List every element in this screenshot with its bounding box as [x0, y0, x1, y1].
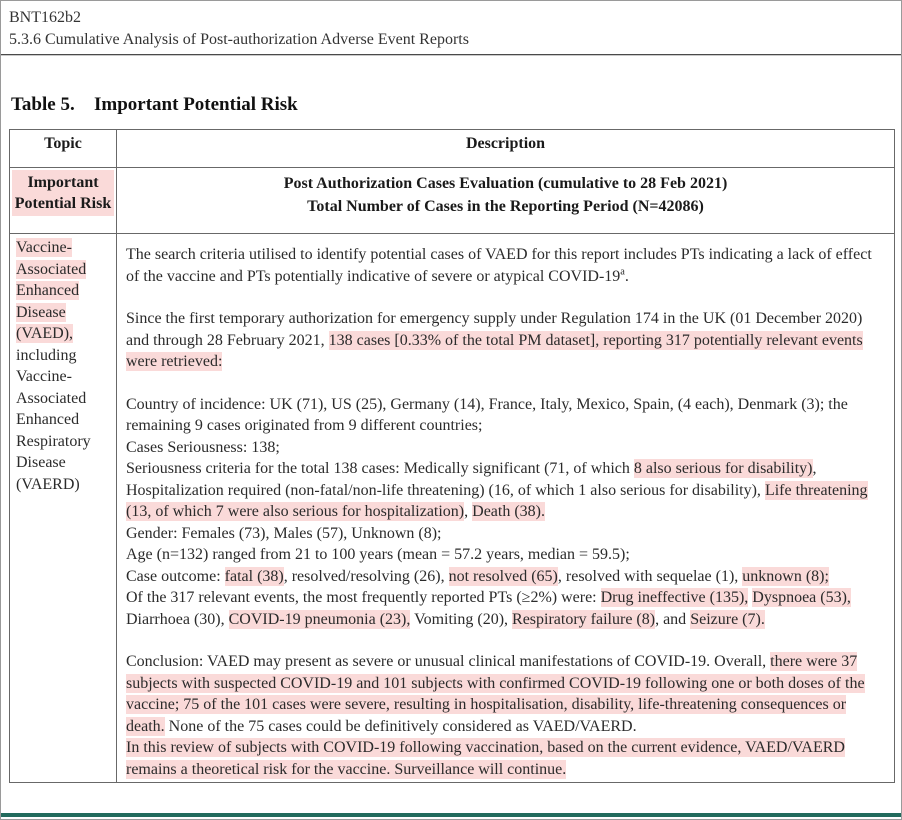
description-paragraph — [126, 544, 886, 566]
important-potential-risk-table — [9, 129, 895, 783]
highlighted-text: there were 37 subjects with suspected COVID-19 and 101 subjects with confirmed COVID-19 following one or both doses of the vaccine; 75 of the 101 cases were severe, resulting in hospitalisation, disability, life-threatening consequences or death. — [126, 653, 865, 735]
text-run: The search criteria utilised to identify potential cases of VAED for this report includes PTs indicating a lack of effect of the vaccine and PTs potentially indicative of severe or atypical COVID-19 — [126, 246, 872, 285]
summary-description-cell — [117, 168, 895, 234]
text-run: None of the 75 cases could be definitively considered as VAED/VAERD. — [164, 717, 637, 735]
highlighted-text: Dyspnoea (53), — [752, 589, 851, 606]
header-divider-rule — [1, 54, 901, 56]
highlighted-text: In this review of subjects with COVID-19 following vaccination, based on the current evidence, VAED/VAERD remains a theoretical risk for the vaccine. Surveillance will continue. — [126, 739, 845, 778]
description-paragraph — [126, 394, 886, 437]
text-run: Country of incidence: UK (71), US (25), Germany (14), France, Italy, Mexico, Spain, (4 each), Denmark (3); the remaining 9 cases originated from 9 different countries; — [126, 395, 848, 434]
column-header-topic: Topic — [10, 130, 117, 168]
summary-description-line2: Total Number of Cases in the Reporting Period (N=42086) — [307, 198, 704, 215]
summary-row — [10, 168, 895, 234]
table-caption — [11, 94, 901, 116]
text-run: Of the 317 relevant events, the most frequently reported PTs (≥2%) were: — [126, 589, 601, 606]
description-paragraph — [126, 523, 886, 545]
highlighted-text: COVID-19 pneumonia (23), — [228, 610, 411, 628]
document-header — [1, 1, 901, 51]
text-run: . — [624, 267, 629, 285]
summary-description-line1: Post Authorization Cases Evaluation (cumulative to 28 Feb 2021) — [283, 175, 728, 192]
description-paragraph — [126, 651, 886, 737]
header-section-title: 5.3.6 Cumulative Analysis of Post-authorization Adverse Event Reports — [9, 31, 469, 48]
text-run: Seriousness criteria for the total 138 cases: Medically significant (71, of which — [126, 460, 634, 477]
text-run: Vomiting (20), — [410, 610, 513, 628]
text-run: Conclusion: VAED may present as severe or unusual clinical manifestations of COVID-19. Overall, — [126, 653, 771, 670]
highlighted-text: 8 also serious for disability) — [633, 460, 813, 477]
description-paragraph — [126, 737, 886, 780]
text-run: , and — [655, 610, 691, 628]
detail-row — [10, 234, 895, 783]
table-caption-text: Important Potential Risk — [94, 94, 298, 115]
text-run: Diarrhoea (30), — [126, 610, 229, 628]
detail-topic-text — [10, 234, 116, 499]
description-paragraph — [126, 437, 886, 459]
column-header-description: Description — [117, 130, 895, 168]
highlighted-text: not resolved (65) — [448, 567, 558, 585]
text-run: including Vaccine-Associated Enhanced Respiratory Disease (VAERD) — [16, 346, 91, 493]
description-paragraph — [126, 244, 886, 287]
text-run: , resolved/resolving (26), — [283, 567, 449, 585]
highlighted-text: Vaccine-Associated Enhanced Disease (VAED), — [16, 239, 87, 342]
highlighted-text: Death (38). — [472, 503, 545, 520]
description-paragraph — [126, 566, 886, 588]
summary-topic-cell — [10, 168, 117, 234]
text-run: Age (n=132) ranged from 21 to 100 years (mean = 57.2 years, median = 59.5); — [126, 546, 630, 563]
text-run: , resolved with sequelae (1), — [557, 567, 743, 585]
summary-description-text — [117, 168, 894, 218]
description-paragraph — [126, 587, 886, 630]
highlighted-text: Respiratory failure (8) — [512, 610, 656, 628]
text-run: Cases Seriousness: 138; — [126, 438, 280, 456]
text-run: Since the first temporary authorization for emergency supply under Regulation 174 in the UK (01 December 2020) and through 28 February 2021, — [126, 310, 863, 349]
text-run: , — [464, 503, 473, 520]
text-run: Gender: Females (73), Males (57), Unknown (8); — [126, 524, 442, 542]
table-caption-number: Table 5. — [11, 94, 75, 115]
bottom-teal-line — [1, 813, 901, 817]
highlighted-text: Life threatening (13, of which 7 were also serious for hospitalization) — [126, 481, 868, 520]
text-run: , Hospitalization required (non-fatal/non-life threatening) (16, of which 1 also serious for disability), — [126, 460, 817, 499]
description-paragraph — [126, 308, 886, 373]
text-run: Case outcome: — [126, 567, 225, 585]
detail-description-cell — [117, 234, 895, 783]
detail-topic-cell — [10, 234, 117, 783]
highlighted-text: 138 cases [0.33% of the total PM dataset], reporting 317 potentially relevant events were retrieved: — [126, 331, 863, 370]
table-header-row — [10, 130, 895, 168]
highlighted-text: fatal (38) — [224, 567, 284, 585]
header-product-name: BNT162b2 — [9, 9, 81, 26]
text-run: a — [620, 266, 625, 278]
detail-description-text — [117, 234, 894, 782]
highlighted-text: unknown (8); — [742, 567, 829, 585]
highlighted-text: Drug ineffective (135), — [600, 589, 749, 606]
summary-topic-highlight: Important Potential Risk — [12, 170, 114, 216]
description-paragraph — [126, 458, 886, 523]
highlighted-text: Seizure (7). — [690, 610, 765, 628]
